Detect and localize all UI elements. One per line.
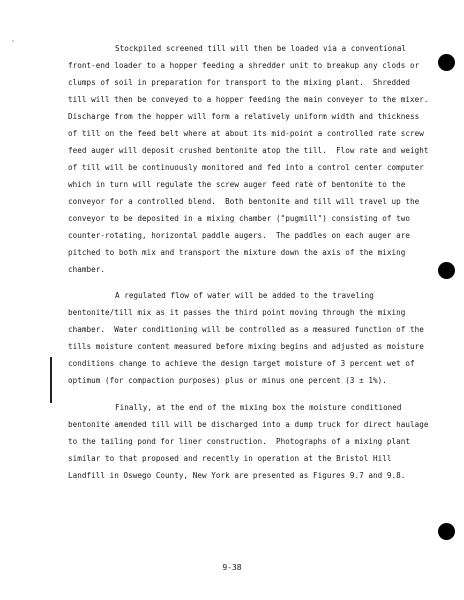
text-line: of till on the feed belt where at about its mid-point a controlled rate screw: [68, 129, 424, 138]
text-line: optimum (for compaction purposes) plus or minus one percent (3 ± 1%).: [68, 376, 387, 385]
text-line: bentonite amended till will be discharged into a dump truck for direct haulage: [68, 420, 429, 429]
binder-hole: [438, 523, 455, 540]
text-line: counter-rotating, horizontal paddle augers. The paddles on each auger are: [68, 231, 411, 240]
text-line: chamber.: [68, 265, 105, 274]
text-line: conveyor to be deposited in a mixing chamber ("pugmill") consisting of two: [68, 214, 411, 223]
text-line: front-end loader to a hopper feeding a shredder unit to breakup any clods or: [68, 61, 420, 70]
text-line: till will then be conveyed to a hopper feeding the main conveyer to the mixer.: [68, 95, 429, 104]
text-line: tills moisture content measured before mixing begins and adjusted as moisture: [68, 342, 424, 351]
text-line: similar to that proposed and recently in operation at the Bristol Hill: [68, 454, 392, 463]
text-line: feed auger will deposit crushed bentonite atop the till. Flow rate and weight: [68, 146, 429, 155]
text-line: A regulated flow of water will be added to the traveling: [115, 291, 374, 300]
scan-speck: [12, 40, 14, 42]
text-line: Discharge from the hopper will form a relatively uniform width and thickness: [68, 112, 420, 121]
text-line: of till will be continuously monitored and fed into a control center computer: [68, 163, 424, 172]
text-line: conditions change to achieve the design target moisture of 3 percent wet of: [68, 359, 415, 368]
text-line: pitched to both mix and transport the mixture down the axis of the mixing: [68, 248, 406, 257]
text-line: clumps of soil in preparation for transport to the mixing plant. Shredded: [68, 78, 411, 87]
text-line: bentonite/till mix as it passes the third point moving through the mixing: [68, 308, 406, 317]
text-line: chamber. Water conditioning will be controlled as a measured function of the: [68, 325, 424, 334]
binder-hole: [438, 262, 455, 279]
text-line: Landfill in Oswego County, New York are presented as Figures 9.7 and 9.8.: [68, 471, 406, 480]
page-number: 9-38: [222, 563, 242, 572]
text-line: Stockpiled screened till will then be loaded via a conventional: [115, 44, 407, 53]
text-line: which in turn will regulate the screw auger feed rate of bentonite to the: [68, 180, 406, 189]
text-line: to the tailing pond for liner construction. Photographs of a mixing plant: [68, 437, 411, 446]
text-line: Finally, at the end of the mixing box the moisture conditioned: [115, 403, 402, 412]
binder-hole: [438, 54, 455, 71]
text-line: conveyor for a controlled blend. Both bentonite and till will travel up the: [68, 197, 420, 206]
revision-bar: [50, 357, 52, 403]
